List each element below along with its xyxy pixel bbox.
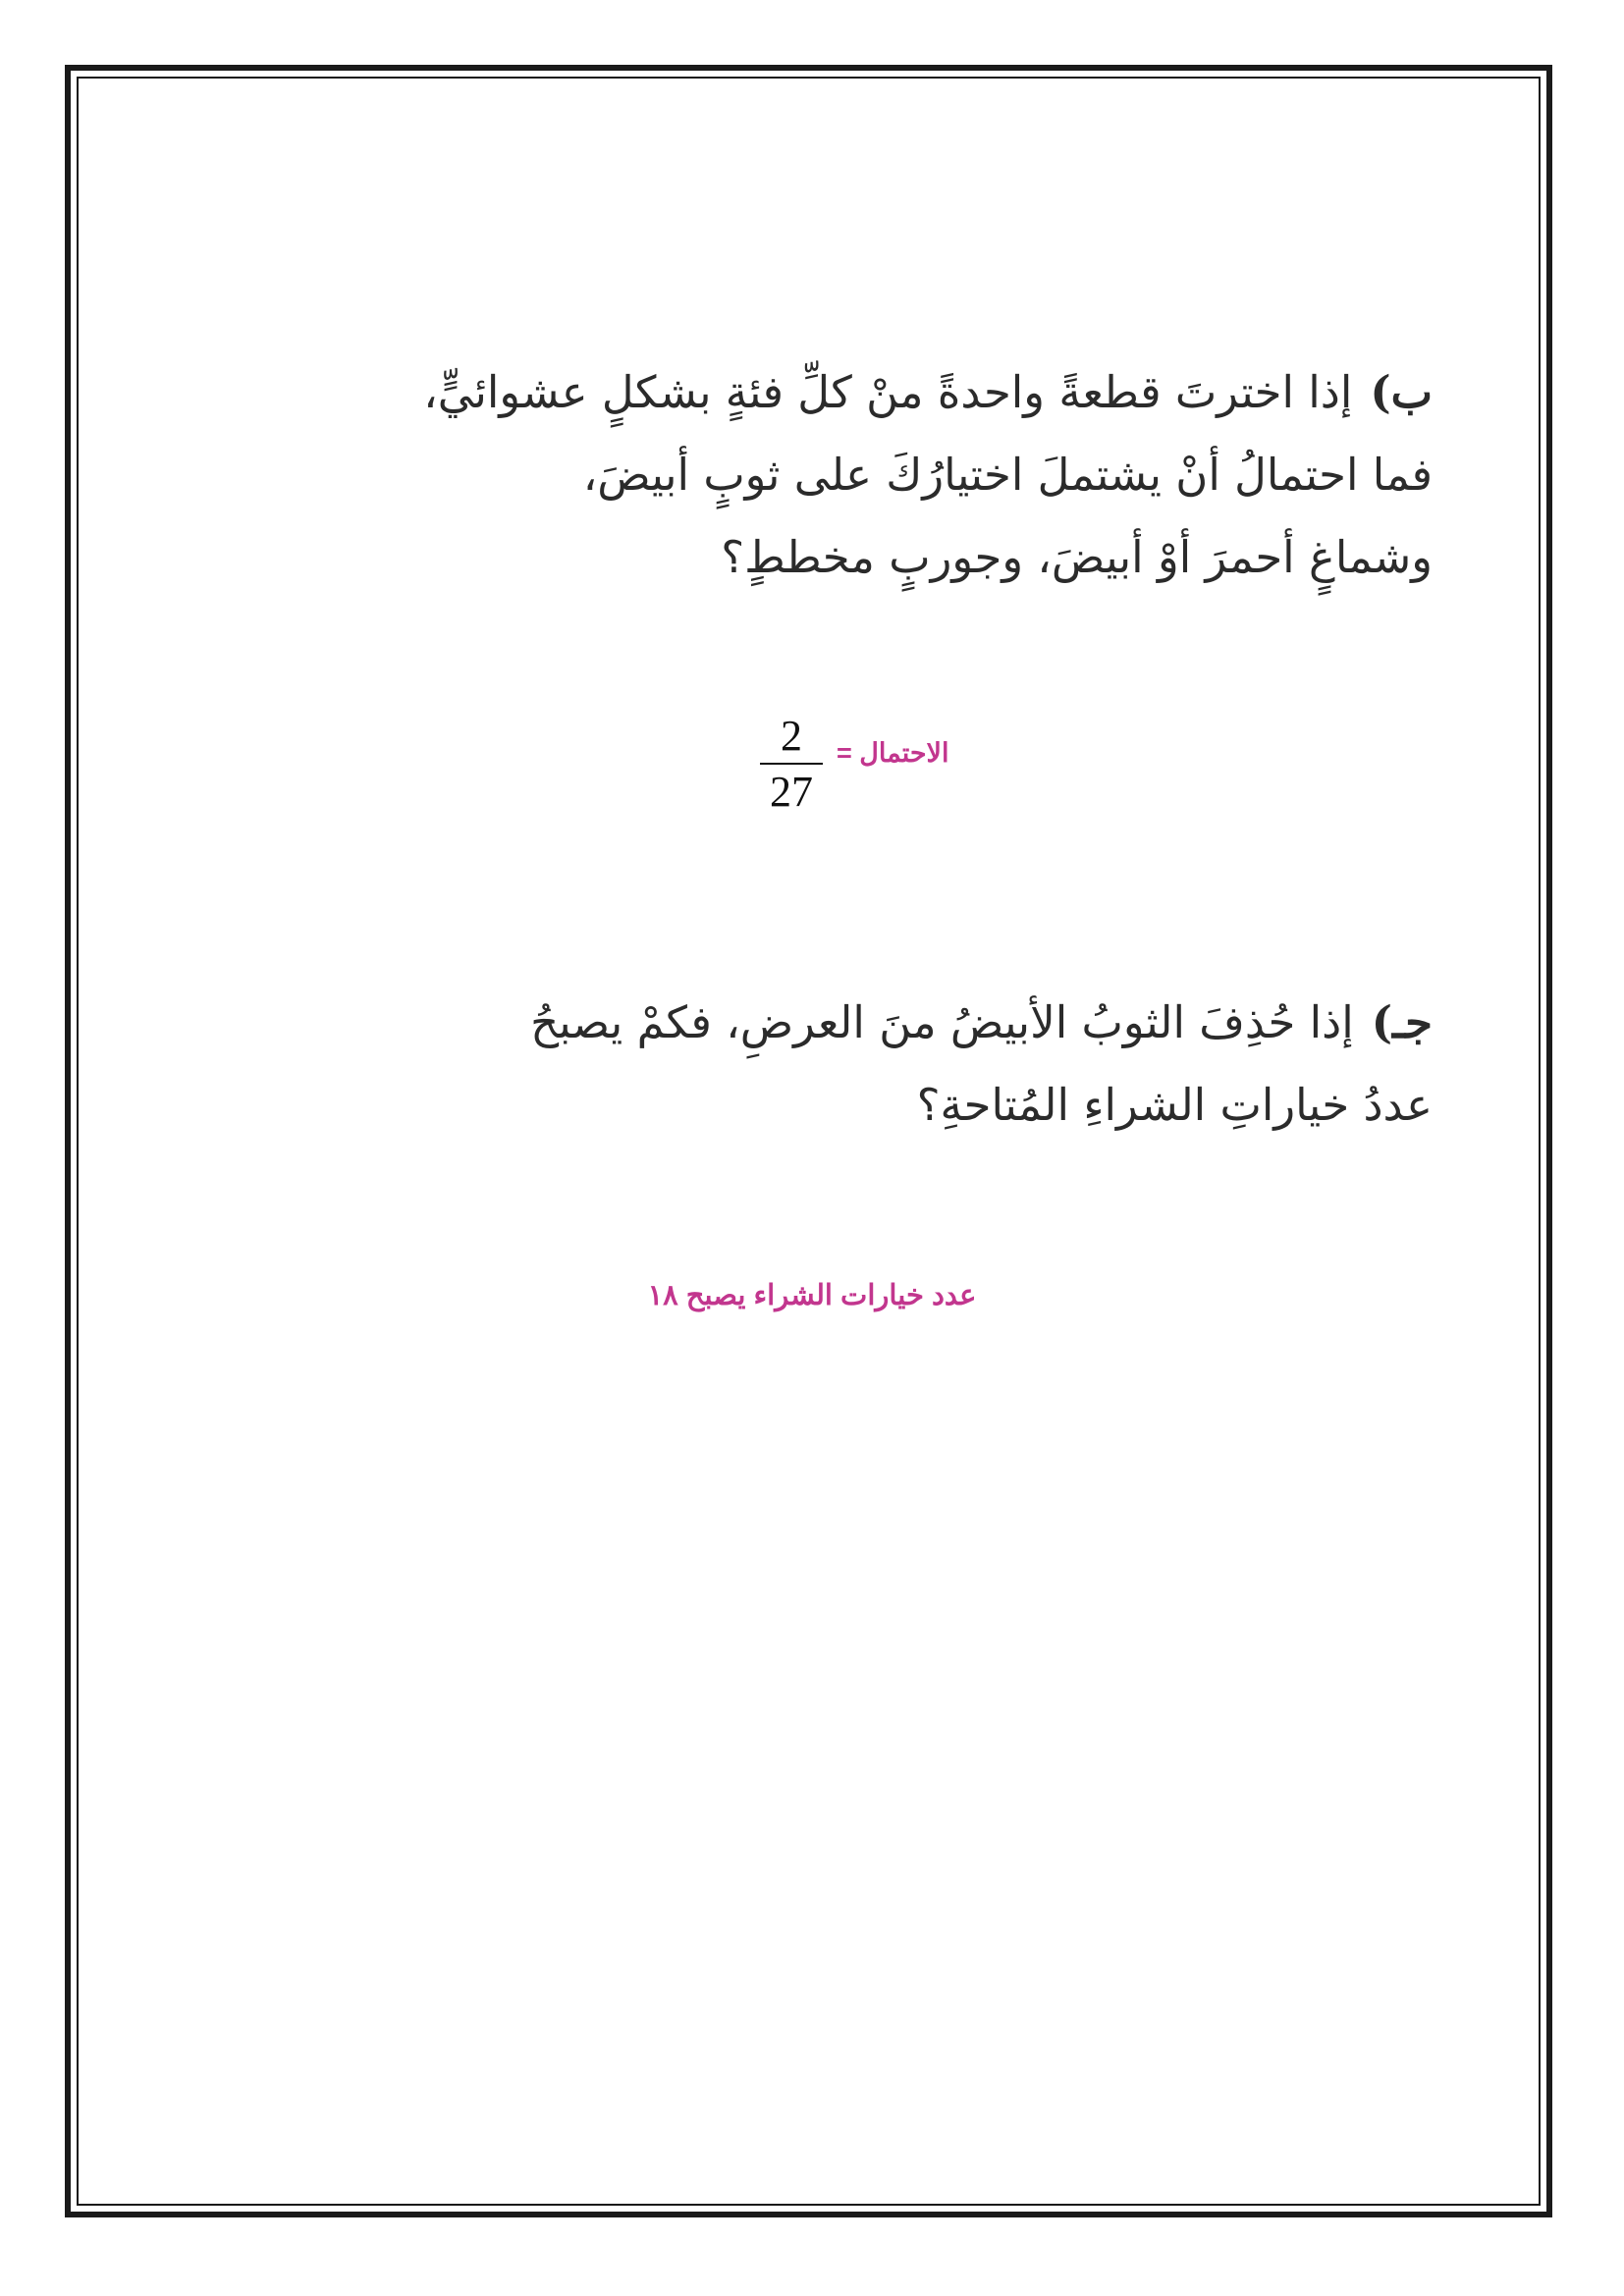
question-c-line-1: جـ)إذا حُذِفَ الثوبُ الأبيضُ منَ العرضِ، فكمْ يصبحُ [530,996,1433,1048]
question-b-marker: ب) [1370,366,1433,418]
question-c-line-2: عددُ خياراتِ الشراءِ المُتاحةِ؟ [916,1079,1433,1131]
question-c [530,982,1433,1147]
question-c-marker: جـ) [1371,996,1433,1048]
answer-c: عدد خيارات الشراء يصبح ١٨ [647,1280,977,1311]
answer-b [746,712,1001,820]
question-b-line-2: فما احتمالُ أنْ يشتملَ اختيارُكَ على ثوبٍ أبيضَ، [582,449,1433,501]
question-b [423,351,1433,599]
probability-label: الاحتمال = [837,738,949,768]
fraction-numerator: 2 [781,712,802,760]
probability-fraction [756,712,827,818]
question-b-line-1: ب)إذا اخترتَ قطعةً واحدةً منْ كلِّ فئةٍ بشكلٍ عشوائيٍّ، [423,366,1433,418]
question-b-line-3: وشماغٍ أحمرَ أوْ أبيضَ، وجوربٍ مخططٍ؟ [721,531,1433,583]
fraction-denominator: 27 [770,768,813,816]
fraction-bar [760,763,823,765]
